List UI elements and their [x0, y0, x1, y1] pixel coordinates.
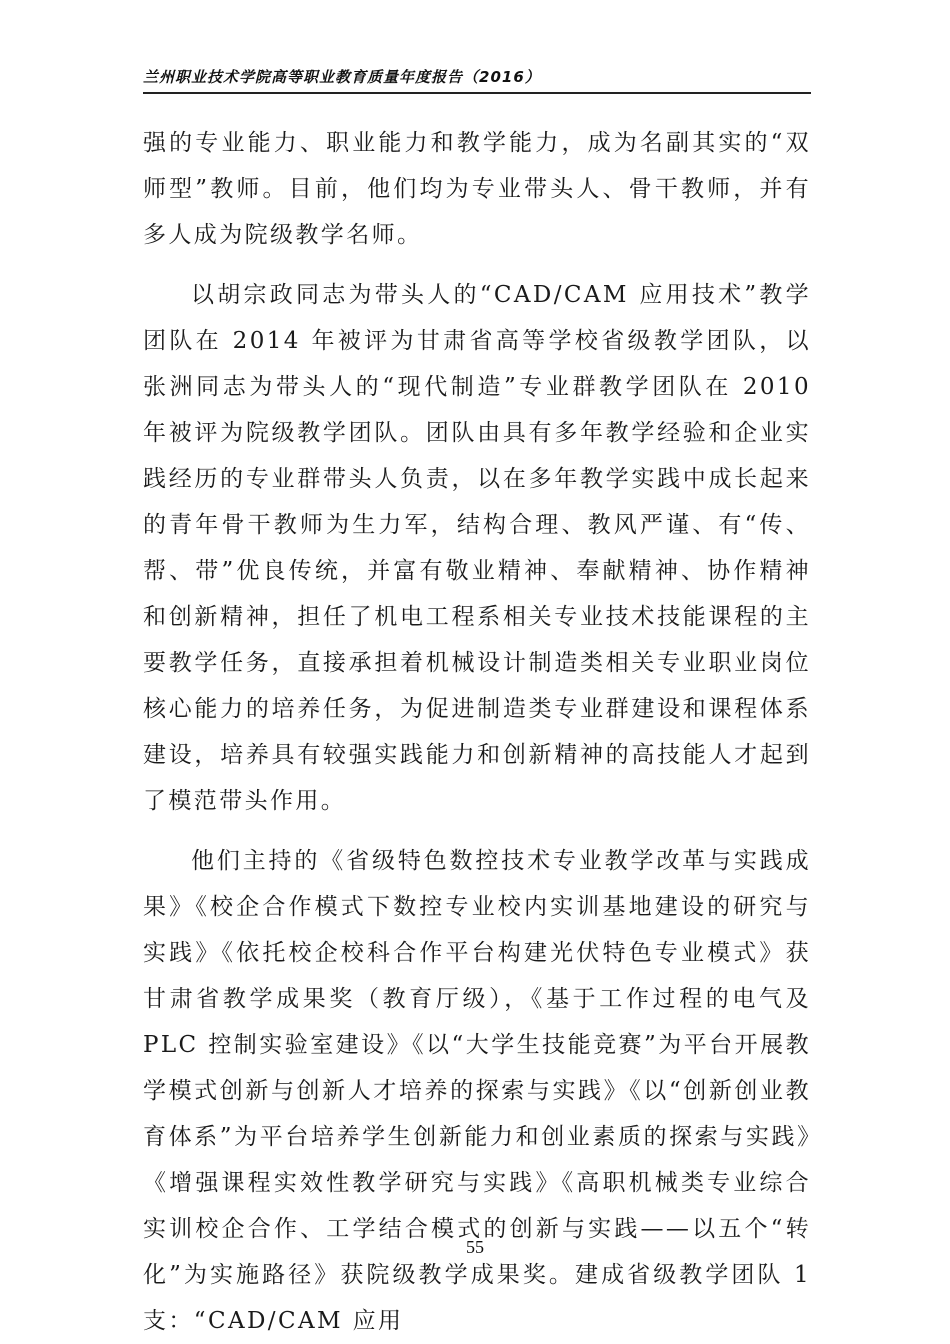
page-number: 55 — [466, 1237, 484, 1257]
page-header — [143, 66, 811, 94]
body-text — [143, 120, 811, 1344]
header-title: 兰州职业技术学院高等职业教育质量年度报告（2016） — [143, 68, 541, 86]
paragraph-teaching-awards: 他们主持的《省级特色数控技术专业教学改革与实践成果》《校企合作模式下数控专业校内实训基地建设的研究与实践》《依托校企校科合作平台构建光伏特色专业模式》获甘肃省教学成果奖（教育厅级），《基于工作过程的电气及 PLC 控制实验室建设》《以“大学生技能竞赛”为平台开展教学模式创新与创新人才培养的探索与实践》《以“创新创业教育体系”为平台培养学生创新能力和创业素质的探索与实践》《增强课程实效性教学研究与实践》《高职机械类专业综合实训校企合作、工学结合模式的创新与实践——以五个“转化”为实施路径》获院级教学成果奖。建成省级教学团队 1 支：“CAD/CAM 应用 — [143, 848, 811, 1334]
paragraph-continuation: 强的专业能力、职业能力和教学能力，成为名副其实的“双师型”教师。目前，他们均为专业带头人、骨干教师，并有多人成为院级教学名师。 — [143, 130, 811, 248]
paragraph-teaching-team: 以胡宗政同志为带头人的“CAD/CAM 应用技术”教学团队在 2014 年被评为甘肃省高等学校省级教学团队，以张洲同志为带头人的“现代制造”专业群教学团队在 2010 年被评为院级教学团队。团队由具有多年教学经验和企业实践经历的专业群带头人负责，以在多年教学实践中成长起来的青年骨干教师为生力军，结构合理、教风严谨、有“传、帮、带”优良传统，并富有敬业精神、奉献精神、协作精神和创新精神，担任了机电工程系相关专业技术技能课程的主要教学任务，直接承担着机械设计制造类相关专业职业岗位核心能力的培养任务，为促进制造类专业群建设和课程体系建设，培养具有较强实践能力和创新精神的高技能人才起到了模范带头作用。 — [143, 282, 811, 814]
